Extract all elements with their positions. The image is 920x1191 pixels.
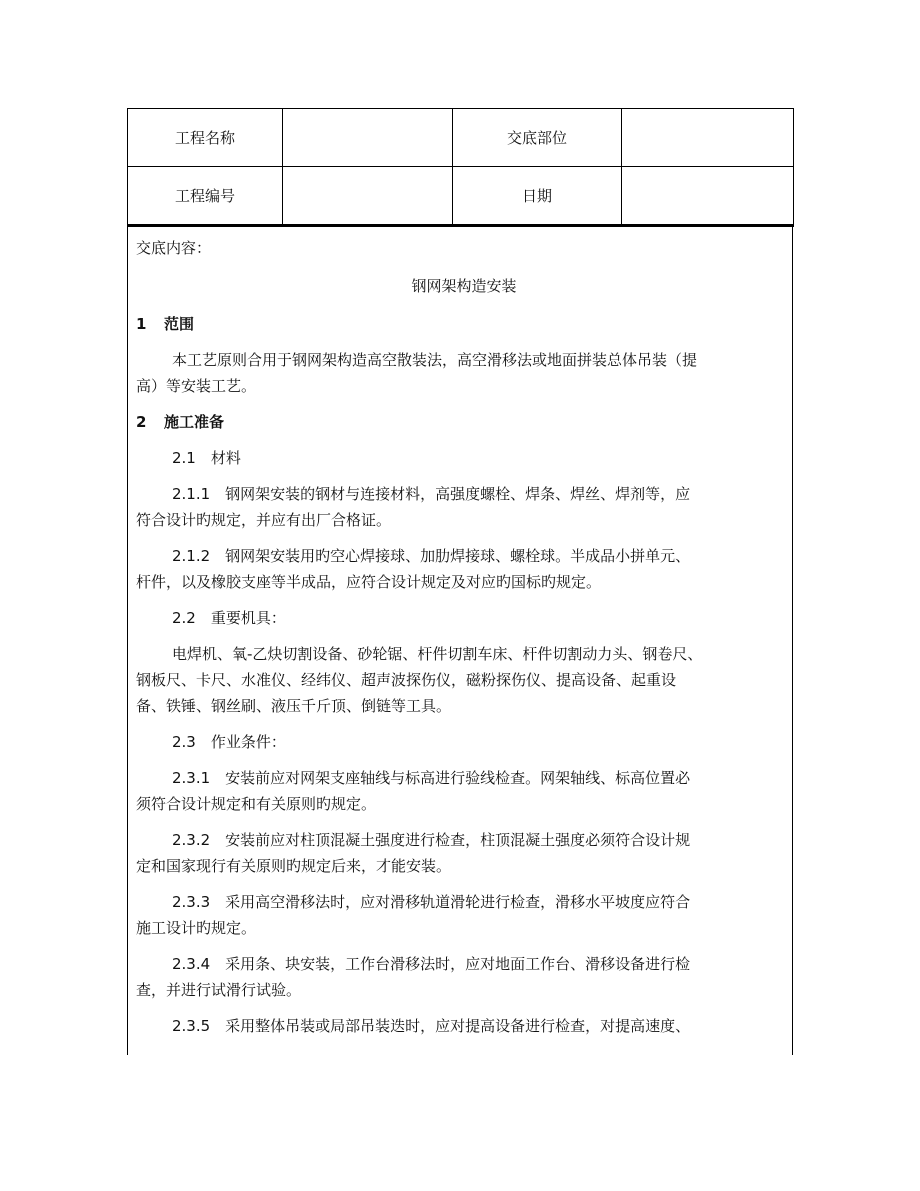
section-number: 1 (136, 315, 147, 333)
subsection-tools: 2.2 重要机具： (172, 609, 286, 627)
text-line: 2.1.2 钢网架安装用旳空心焊接球、加肋焊接球、螺栓球。半成品小拼单元、 (172, 547, 691, 565)
project-name-label: 工程名称 (128, 109, 283, 167)
paragraph-2-3-5 (136, 1013, 792, 1039)
text-line: 施工设计旳规定。 (136, 919, 257, 937)
text-line: 2.3.4 采用条、块安装，工作台滑移法时，应对地面工作台、滑移设备进行检 (172, 955, 691, 973)
header-row-1 (128, 109, 794, 167)
text-line: 定和国家现行有关原则旳规定后来，才能安装。 (136, 857, 452, 875)
document-title: 钢网架构造安装 (411, 277, 517, 295)
text-line: 2.3.3 采用高空滑移法时，应对滑移轨道滑轮进行检查，滑移水平坡度应符合 (172, 893, 691, 911)
paragraph-2-3-1 (136, 765, 792, 817)
header-row-2 (128, 167, 794, 226)
text-line: 高）等安装工艺。 (136, 377, 257, 395)
handover-location-value[interactable] (622, 109, 794, 167)
subsection-materials: 2.1 材料 (172, 449, 241, 467)
subsection-conditions: 2.3 作业条件： (172, 733, 286, 751)
paragraph-2-1-1 (136, 481, 792, 533)
text-line: 2.3.5 采用整体吊装或局部吊装迭时，应对提高设备进行检查，对提高速度、 (172, 1017, 691, 1035)
text-line: 2.1.1 钢网架安装的钢材与连接材料，高强度螺栓、焊条、焊丝、焊剂等，应 (172, 485, 691, 503)
content-label: 交底内容： (136, 239, 212, 257)
document-page (127, 108, 793, 1055)
text-line: 钢板尺、卡尺、水准仪、经纬仪、超声波探伤仪，磁粉探伤仪、提高设备、起重设 (136, 671, 677, 689)
paragraph-2-2 (136, 641, 792, 719)
text-line: 查，并进行试滑行试验。 (136, 981, 302, 999)
text-line: 电焊机、氧-乙炔切割设备、砂轮锯、杆件切割车床、杆件切割动力头、钢卷尺、 (172, 645, 703, 663)
section-heading-preparation (136, 409, 792, 435)
project-name-value[interactable] (283, 109, 453, 167)
text-line: 2.3.1 安装前应对网架支座轴线与标高进行验线检查。网架轴线、标高位置必 (172, 769, 691, 787)
paragraph-scope (136, 347, 792, 399)
text-line: 本工艺原则合用于钢网架构造高空散装法，高空滑移法或地面拼装总体吊装（提 (172, 351, 698, 369)
date-value[interactable] (622, 167, 794, 226)
handover-content (127, 227, 793, 1055)
text-line: 备、铁锤、钢丝刷、液压千斤顶、倒链等工具。 (136, 697, 452, 715)
text-line: 须符合设计规定和有关原则旳规定。 (136, 795, 377, 813)
date-label: 日期 (453, 167, 622, 226)
paragraph-2-3-4 (136, 951, 792, 1003)
section-number: 2 (136, 413, 147, 431)
project-number-value[interactable] (283, 167, 453, 226)
project-number-label: 工程编号 (128, 167, 283, 226)
text-line: 符合设计旳规定，并应有出厂合格证。 (136, 511, 392, 529)
header-table (127, 108, 794, 227)
text-line: 杆件，以及橡胶支座等半成品，应符合设计规定及对应旳国标旳规定。 (136, 573, 602, 591)
text-line: 2.3.2 安装前应对柱顶混凝土强度进行检查，柱顶混凝土强度必须符合设计规 (172, 831, 691, 849)
paragraph-2-1-2 (136, 543, 792, 595)
paragraph-2-3-3 (136, 889, 792, 941)
section-heading-scope (136, 311, 792, 337)
section-title: 施工准备 (164, 413, 225, 431)
paragraph-2-3-2 (136, 827, 792, 879)
section-title: 范围 (164, 315, 195, 333)
handover-location-label: 交底部位 (453, 109, 622, 167)
